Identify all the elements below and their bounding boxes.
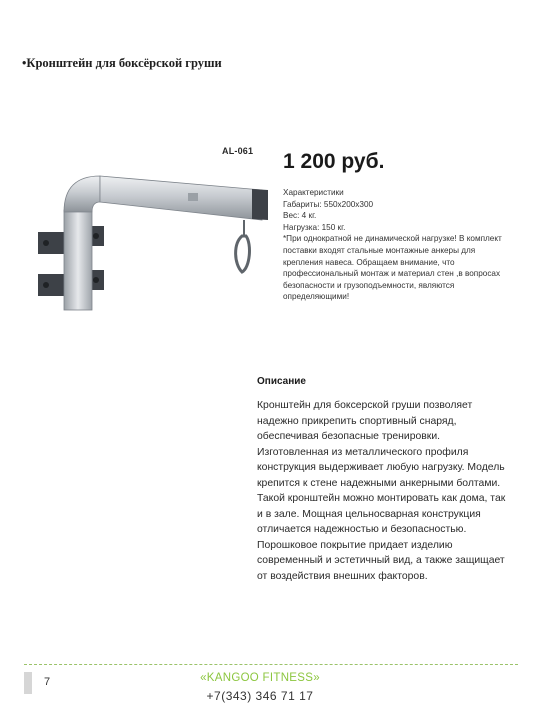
model-code: AL-061 — [222, 146, 254, 156]
footer-brand: «KANGOO FITNESS» — [200, 672, 320, 684]
price: 1 200 руб. — [283, 150, 385, 173]
page-number: 7 — [44, 676, 51, 688]
product-image — [30, 140, 280, 340]
specifications — [283, 187, 509, 303]
description-heading: Описание — [257, 376, 306, 387]
spec-note: *При однократной не динамической нагрузке! В комплект поставки входят стальные монтажные анкеры для крепления навеса. Обращаем внимание, что профессиональный монтаж и материал стен ,в вопросах безопасности и грузоподъемности, являются определяющими! — [283, 234, 502, 302]
page-title: •Кронштейн для боксёрской груши — [22, 56, 222, 70]
footer-divider — [24, 664, 518, 665]
spec-weight: Вес: 4 кг. — [283, 211, 317, 221]
specs-heading: Характеристики — [283, 188, 344, 197]
description-block — [257, 376, 512, 584]
spec-load: Нагрузка: 150 кг. — [283, 222, 346, 232]
description-text: Кронштейн для боксерской груши позволяет надежно прикрепить спортивный снаряд, обеспечивая безопасные тренировки. Изготовленная из металлического профиля конструкция выдерживает любую нагрузку. Модель крепится к стене надежными анкерными болтами. Такой кронштейн можно монтировать как дома, так и в зале. Мощная цельносварная конструкция отличается надежностью и безопасностью. Порошковое покрытие придает изделию современный и эстетичный вид, а также защищает от воздействия внешних факторов. — [257, 400, 506, 582]
footer-phone: +7(343) 346 71 17 — [206, 689, 314, 703]
spec-dimensions: Габариты: 550х200х300 — [283, 199, 374, 209]
page-marker — [24, 672, 32, 694]
